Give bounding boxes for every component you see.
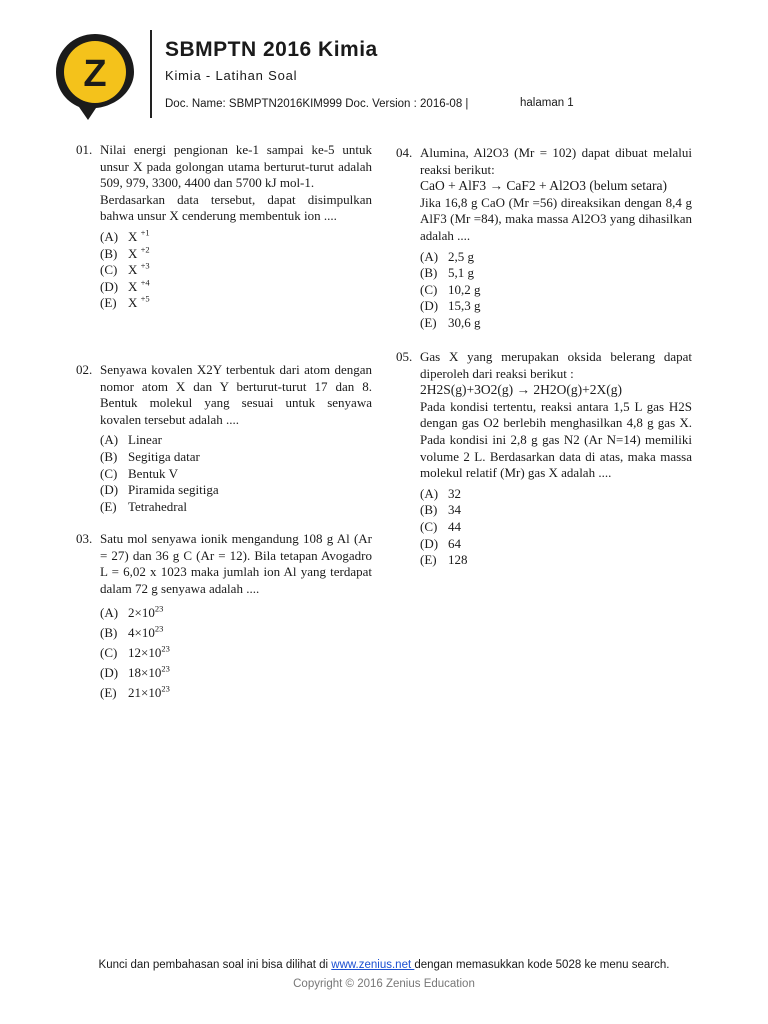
question-number: 03.	[76, 531, 93, 546]
option-b[interactable]: (B) 5,1 g	[420, 265, 474, 281]
option-c[interactable]: (C) X $^{+3}$	[100, 260, 150, 278]
option-b[interactable]: (B) Segitiga datar	[100, 448, 200, 464]
option-c[interactable]: (C) Bentuk V	[100, 465, 178, 481]
option-c[interactable]: (C) $12\times 10^{23}$	[100, 644, 170, 661]
question-number: 05.	[396, 349, 413, 364]
answer-options	[100, 229, 372, 312]
question-number: 02.	[76, 362, 93, 377]
question-number: 01.	[76, 142, 93, 157]
option-c[interactable]: (C) 10,2 g	[420, 281, 481, 297]
header-divider	[150, 30, 152, 118]
option-e[interactable]: (E) 128	[420, 552, 468, 568]
option-b[interactable]: (B) 34	[420, 502, 461, 518]
question-stem-2: Pada kondisi tertentu, reaksi antara 1,5 L gas H2S dengan gas O2 berlebih menghasilkan 4,8 g gas X. Pada kondisi ini 2,8 g gas N2 (Ar N=14) memiliki volume 2 L. Berdasarkan data di atas, maka massa molekul relatif (Mr) gas X adalah ....	[420, 398, 692, 481]
question-stem: Satu mol senyawa ionik mengandung 108 g Al (Ar = 27) dan 36 g C (Ar = 12). Bila tetapan Avogadro L = 6,02 x 1023 maka jumlah ion Al yang terdapat dalam 72 g senyawa adalah ....	[100, 531, 372, 596]
option-d[interactable]: (D) 64	[420, 535, 461, 551]
reaction-equation: 2H2S(g)+3O2(g) → 2H2O(g)+2X(g)	[420, 382, 622, 398]
option-d[interactable]: (D) $18\times 10^{23}$	[100, 664, 170, 681]
page-title: SBMPTN 2016 Kimia	[165, 38, 378, 61]
option-d[interactable]: (D) Piramida segitiga	[100, 482, 219, 498]
option-d[interactable]: (D) X $^{+4}$	[100, 277, 150, 294]
zenius-logo-icon	[52, 30, 138, 122]
question-stem: Nilai energi pengionan ke-1 sampai ke-5 untuk unsur X pada golongan utama berturut-turut adalah 509, 979, 3300, 4400 dan 5700 kJ mol-1.	[100, 142, 372, 191]
answer-options	[100, 605, 372, 705]
page-subtitle: Kimia - Latihan Soal	[165, 68, 298, 83]
question-stem: Gas X yang merupakan oksida belerang dapat diperoleh dari reaksi berikut :	[420, 349, 692, 381]
doc-info: Doc. Name: SBMPTN2016KIM999 Doc. Version : 2016-08 |	[165, 98, 469, 110]
option-c[interactable]: (C) 44	[420, 518, 461, 534]
option-a[interactable]: (A) X $^{+1}$	[100, 227, 150, 244]
page-number: halaman 1	[520, 97, 574, 109]
footer-prefix: Kunci dan pembahasan soal ini bisa dilihat di	[98, 959, 332, 971]
question-stem-2: Jika 16,8 g CaO (Mr =56) direaksikan dengan 8,4 g AlF3 (Mr =84), maka massa Al2O3 yang dihasilkan adalah ....	[420, 194, 692, 243]
question-stem-2: Berdasarkan data tersebut, dapat disimpulkan bahwa unsur X cenderung membentuk ion ....	[100, 191, 372, 224]
option-a[interactable]: (A) $2\times 10^{23}$	[100, 604, 164, 621]
option-e[interactable]: (E) X $^{+5}$	[100, 294, 150, 311]
option-d[interactable]: (D) 15,3 g	[420, 298, 481, 314]
option-b[interactable]: (B) X $^{+2}$	[100, 244, 150, 261]
answer-options	[420, 486, 692, 569]
footer-suffix: dengan memasukkan kode 5028 ke menu search.	[414, 959, 670, 971]
option-a[interactable]: (A) 2,5 g	[420, 248, 474, 264]
footer-note	[0, 959, 768, 971]
option-e[interactable]: (E) Tetrahedral	[100, 498, 187, 514]
option-e[interactable]: (E) 30,6 g	[420, 314, 481, 330]
option-a[interactable]: (A) 32	[420, 485, 461, 501]
option-b[interactable]: (B) $4\times 10^{23}$	[100, 624, 164, 641]
option-a[interactable]: (A) Linear	[100, 432, 162, 448]
copyright: Copyright © 2016 Zenius Education	[293, 978, 475, 990]
answer-options	[100, 432, 372, 515]
zenius-link[interactable]: www.zenius.net	[331, 959, 415, 971]
question-stem: Senyawa kovalen X2Y terbentuk dari atom dengan nomor atom X dan Y berturut-turut 17 dan 8. Bentuk molekul yang sesuai untuk senyawa kovalen tersebut adalah ....	[100, 362, 372, 427]
option-e[interactable]: (E) $21\times 10^{23}$	[100, 684, 170, 701]
answer-options	[420, 249, 692, 332]
question-number: 04.	[396, 145, 413, 160]
logo-letter: Z	[83, 53, 107, 95]
reaction-equation: CaO + AlF3 → CaF2 + Al2O3 (belum setara)	[420, 178, 667, 194]
question-stem: Alumina, Al2O3 (Mr = 102) dapat dibuat melalui reaksi berikut:	[420, 145, 692, 177]
